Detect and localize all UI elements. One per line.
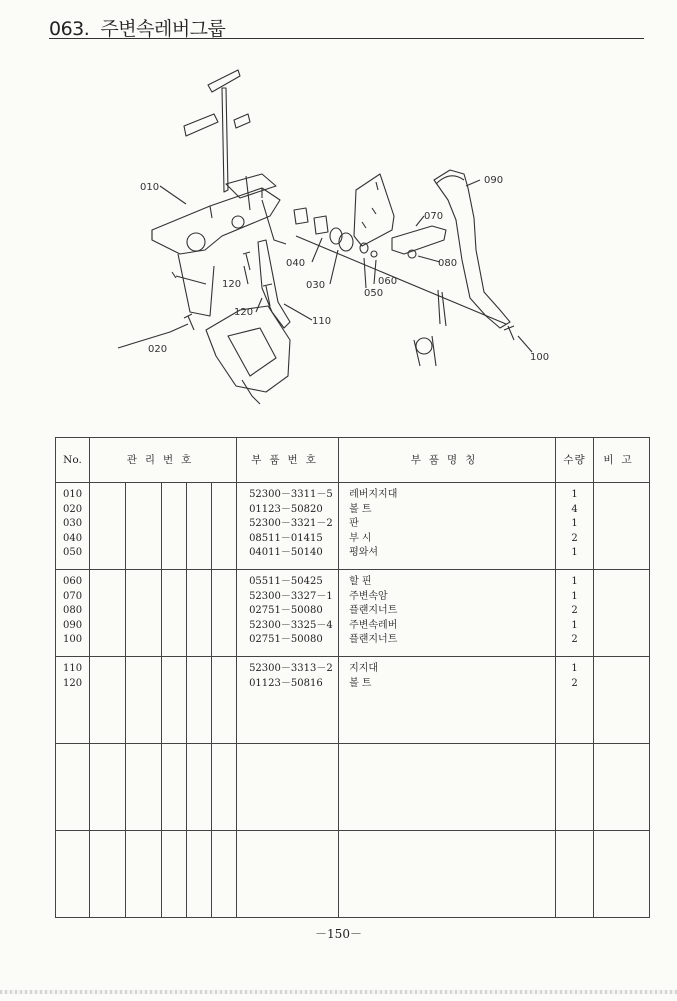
cell-no: 120 <box>63 677 83 689</box>
section-title: 주변속레버그룹 <box>100 18 226 40</box>
header-part-no: 부품번호 <box>237 438 339 483</box>
cell-qty: 1 <box>571 576 578 587</box>
cell-part: 05511－50425 <box>249 576 323 587</box>
table-header-row <box>56 438 650 483</box>
empty-cell <box>212 483 237 570</box>
empty-cell <box>126 570 162 657</box>
table-group-row <box>56 831 650 918</box>
header-qty: 수량 <box>556 438 594 483</box>
table-group-row <box>56 483 650 570</box>
cell-name: 레버지지대 <box>349 489 398 500</box>
col-part <box>237 657 339 744</box>
empty-cell <box>90 657 126 744</box>
table-group-row <box>56 657 650 744</box>
empty-cell <box>594 570 650 657</box>
callout-090: 090 <box>484 175 504 186</box>
callout-040: 040 <box>286 258 306 269</box>
callout-070: 070 <box>424 211 444 222</box>
col-part <box>237 483 339 570</box>
cell-name: 주변속레버 <box>349 619 398 631</box>
scan-edge <box>0 990 677 994</box>
col-part <box>237 831 339 918</box>
cell-part: 08511－01415 <box>249 532 323 544</box>
callout-030: 030 <box>306 280 326 291</box>
empty-cell <box>90 483 126 570</box>
table-group-row <box>56 744 650 831</box>
cell-part: 52300－3321－2 <box>249 518 333 530</box>
empty-cell <box>212 831 237 918</box>
callout-060: 060 <box>378 276 398 287</box>
col-part <box>237 570 339 657</box>
cell-qty: 2 <box>571 677 578 689</box>
col-qty <box>556 570 594 657</box>
cell-qty: 2 <box>571 634 578 646</box>
page-header <box>49 14 644 39</box>
cell-qty: 1 <box>571 518 578 530</box>
empty-cell <box>126 483 162 570</box>
cell-part: 01123－50816 <box>249 677 323 689</box>
cell-qty: 1 <box>571 663 578 674</box>
cell-name: 주변속암 <box>349 590 388 602</box>
cell-no: 100 <box>63 634 83 646</box>
callout-110: 110 <box>312 316 332 327</box>
header-part-name: 부품명칭 <box>339 438 556 483</box>
cell-qty: 1 <box>571 619 578 631</box>
cell-part: 02751－50080 <box>249 634 323 646</box>
empty-cell <box>187 831 212 918</box>
callout-120-upper: 120 <box>222 279 242 290</box>
col-no <box>56 483 90 570</box>
cell-no: 060 <box>63 576 83 587</box>
cell-name: 부 시 <box>349 532 372 544</box>
col-name <box>339 483 556 570</box>
cell-part: 01123－50820 <box>249 503 323 515</box>
cell-qty: 4 <box>571 503 578 515</box>
cell-no: 020 <box>63 503 83 515</box>
cell-name: 플랜지너트 <box>349 605 398 617</box>
empty-cell <box>212 570 237 657</box>
callout-120-lower: 120 <box>234 307 254 318</box>
cell-part: 52300－3311－5 <box>249 489 333 500</box>
callout-020: 020 <box>148 344 168 355</box>
empty-cell <box>594 657 650 744</box>
cell-name: 볼 트 <box>349 503 372 515</box>
empty-cell <box>126 831 162 918</box>
empty-cell <box>90 744 126 831</box>
header-note: 비고 <box>594 438 650 483</box>
col-qty <box>556 744 594 831</box>
cell-no: 050 <box>63 547 83 559</box>
cell-qty: 1 <box>571 590 578 602</box>
cell-name: 할 핀 <box>349 576 372 587</box>
cell-name: 판 <box>349 518 359 530</box>
empty-cell <box>162 657 187 744</box>
empty-cell <box>187 744 212 831</box>
empty-cell <box>594 483 650 570</box>
empty-cell <box>187 657 212 744</box>
col-qty <box>556 831 594 918</box>
cell-no: 080 <box>63 605 83 617</box>
section-number: 063. <box>49 18 90 40</box>
empty-cell <box>212 744 237 831</box>
callout-080: 080 <box>438 258 458 269</box>
cell-name: 볼 트 <box>349 677 372 689</box>
cell-name: 지지대 <box>349 663 379 674</box>
col-no <box>56 831 90 918</box>
empty-cell <box>594 744 650 831</box>
page-number: －150－ <box>315 927 362 941</box>
cell-no: 090 <box>63 619 83 631</box>
cell-qty: 1 <box>571 547 578 559</box>
col-no <box>56 657 90 744</box>
cell-name: 평와셔 <box>349 547 379 559</box>
cell-qty: 2 <box>571 605 578 617</box>
empty-cell <box>162 831 187 918</box>
col-no <box>56 744 90 831</box>
col-name <box>339 657 556 744</box>
cell-part: 02751－50080 <box>249 605 323 617</box>
cell-part: 52300－3325－4 <box>249 619 333 631</box>
header-mgmt-no: 관리번호 <box>90 438 237 483</box>
cell-name: 플랜지너트 <box>349 634 398 646</box>
cell-qty: 1 <box>571 489 578 500</box>
callout-050: 050 <box>364 288 384 299</box>
empty-cell <box>187 570 212 657</box>
cell-no: 110 <box>63 663 83 674</box>
empty-cell <box>126 657 162 744</box>
cell-no: 030 <box>63 518 83 530</box>
cell-no: 010 <box>63 489 83 500</box>
parts-exploded-diagram <box>0 40 677 420</box>
cell-part: 04011－50140 <box>249 547 323 559</box>
empty-cell <box>212 657 237 744</box>
callout-010: 010 <box>140 182 160 193</box>
callout-100: 100 <box>530 352 550 363</box>
empty-cell <box>90 570 126 657</box>
empty-cell <box>162 744 187 831</box>
table-group-row <box>56 570 650 657</box>
header-no: No. <box>56 438 90 483</box>
empty-cell <box>187 483 212 570</box>
empty-cell <box>594 831 650 918</box>
cell-no: 070 <box>63 590 83 602</box>
cell-part: 52300－3313－2 <box>249 663 333 674</box>
empty-cell <box>126 744 162 831</box>
cell-qty: 2 <box>571 532 578 544</box>
parts-table <box>55 437 650 918</box>
cell-no: 040 <box>63 532 83 544</box>
empty-cell <box>90 831 126 918</box>
col-qty <box>556 483 594 570</box>
col-no <box>56 570 90 657</box>
col-name <box>339 831 556 918</box>
empty-cell <box>162 570 187 657</box>
cell-part: 52300－3327－1 <box>249 590 333 602</box>
col-name <box>339 744 556 831</box>
col-qty <box>556 657 594 744</box>
empty-cell <box>162 483 187 570</box>
col-part <box>237 744 339 831</box>
col-name <box>339 570 556 657</box>
